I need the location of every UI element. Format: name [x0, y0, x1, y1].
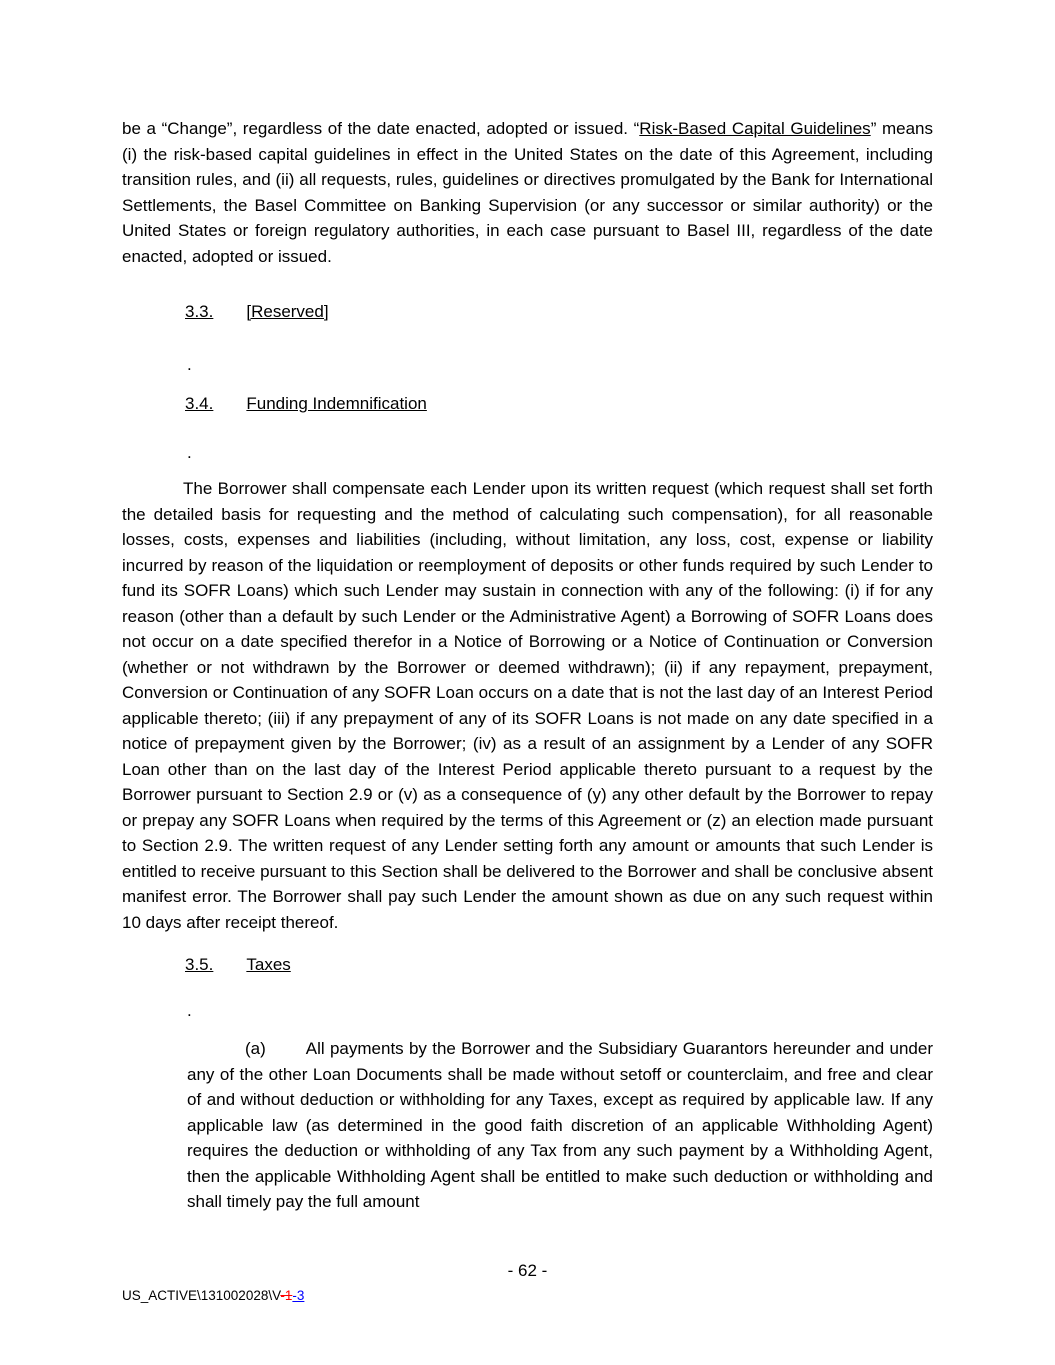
- section-heading-3-5: [122, 952, 933, 978]
- section-title-taxes: Taxes: [246, 955, 291, 974]
- paragraph-change-definition: [122, 116, 933, 269]
- subsection-a-text: All payments by the Borrower and the Subsidiary Guarantors hereunder and under any of the other Loan Documents shall be made without setoff or counterclaim, and free and clear of and without deduction or withholding for any Taxes, except as required by applicable law. If any applicable law (as determined in the good faith discretion of an applicable Withholding Agent) requires the deduction or withholding of any Tax from any such payment by a Withholding Agent, then the applicable Withholding Agent shall be entitled to make such deduction or withholding and shall timely pay the full amount: [187, 1039, 933, 1211]
- orphan-period-line-1: .: [187, 354, 192, 374]
- section-heading-3-4: [122, 391, 933, 417]
- paragraph-funding-indemnification-body: The Borrower shall compensate each Lender upon its written request (which request shall set forth the detailed basis for requesting and the method of calculating such compensation), for all reasonable losses, costs, expenses and liabilities (including, without limitation, any loss, cost, expense or liability incurred by reason of the liquidation or reemployment of deposits or other funds required by such Lender to fund its SOFR Loans) which such Lender may sustain in connection with any of the following: (i) if for any reason (other than a default by such Lender or the Administrative Agent) a Borrowing of SOFR Loans does not occur on a date specified therefor in a Notice of Borrowing or a Notice of Continuation or Conversion (whether or not withdrawn by the Borrower or deemed withdrawn); (ii) if any repayment, prepayment, Conversion or Continuation of any SOFR Loan occurs on a date that is not the last day of an Interest Period applicable thereto; (iii) if any prepayment of any of its SOFR Loans is not made on any date specified in a notice of prepayment given by the Borrower; (iv) as a result of an assignment by a Lender of any SOFR Loan other than on the last day of the Interest Period applicable thereto pursuant to a request by the Borrower pursuant to Section 2.9 or (v) as a consequence of (y) any other default by the Borrower to repay or prepay any SOFR Loans when required by the terms of this Agreement or (z) an election made pursuant to Section 2.9. The written request of any Lender setting forth any amount or amounts that such Lender is entitled to receive pursuant to this Section shall be delivered to the Borrower and shall be conclusive absent manifest error. The Borrower shall pay such Lender the amount shown as due on any such request within 10 days after receipt thereof.: [122, 479, 933, 932]
- section-title-reserved: [Reserved]: [246, 302, 329, 321]
- section-heading-3-3: [122, 299, 933, 325]
- doc-id-base: US_ACTIVE\131002028\V: [122, 1288, 281, 1303]
- doc-id-inserted-revision: -3: [292, 1288, 305, 1303]
- paragraph-text-before-term: be a “Change”, regardless of the date enacted, adopted or issued. “: [122, 119, 640, 138]
- paragraph-taxes-subsection-a: [187, 1036, 933, 1215]
- subsection-label-a: (a): [245, 1039, 266, 1058]
- page-number: - 62 -: [507, 1261, 548, 1280]
- orphan-period-line-3: .: [187, 1000, 192, 1020]
- section-title-funding-indemnification: Funding Indemnification: [246, 394, 427, 413]
- footer-doc-id: [122, 1287, 304, 1304]
- paragraph-text-after-term: ” means (i) the risk-based capital guidelines in effect in the United States on the date of this Agreement, including transition rules, and (ii) all requests, rules, guidelines or directives promulgated by the Bank for International Settlements, the Basel Committee on Banking Supervision (or any successor or similar authority) or the United States or foreign regulatory authorities, in each case pursuant to Basel III, regardless of the date enacted, adopted or issued.: [122, 119, 933, 266]
- defined-term-risk-based-capital-guidelines: Risk-Based Capital Guidelines: [639, 119, 871, 138]
- section-number-3-4: 3.4.: [185, 394, 214, 413]
- orphan-period-line-2: .: [187, 442, 192, 462]
- doc-id-deleted-revision: -1: [280, 1288, 293, 1303]
- section-number-3-3: 3.3.: [185, 302, 214, 321]
- section-number-3-5: 3.5.: [185, 955, 214, 974]
